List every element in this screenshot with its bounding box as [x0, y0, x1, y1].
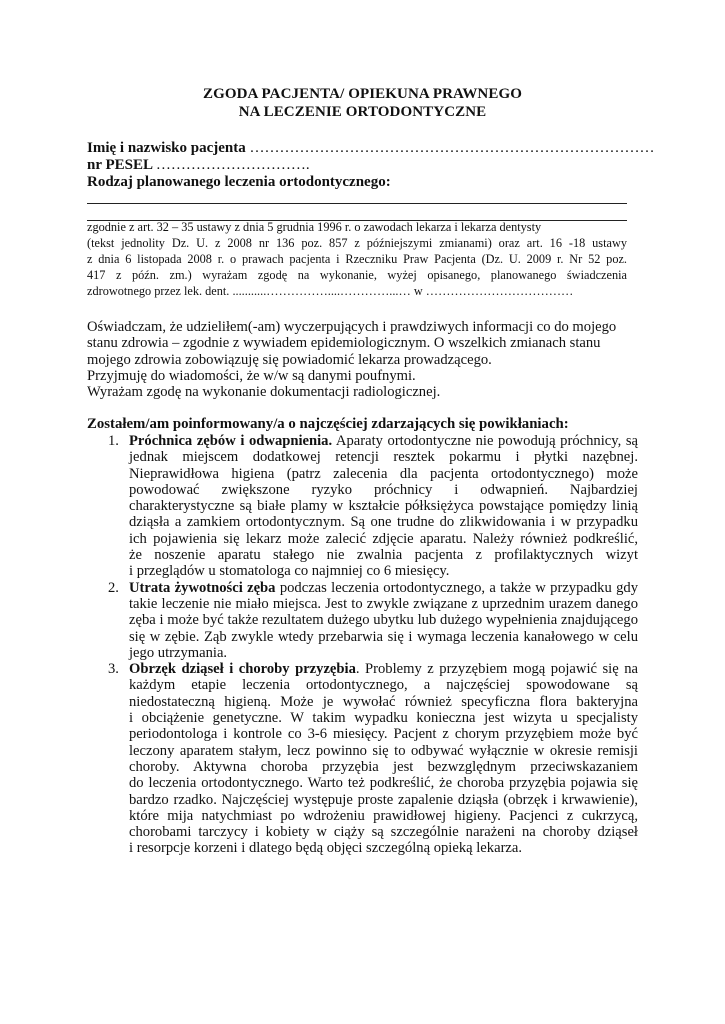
legal-line: zdrowotnego przez lek. dent. ...........……………....…………...… w ……………………………… [87, 284, 574, 299]
item-line: i przeglądów u stomatologa co najmniej co 6 miesięcy. [129, 563, 450, 580]
item-line: jego utrzymania. [129, 644, 228, 661]
item-number: 1. [108, 433, 119, 449]
item-line [129, 580, 638, 596]
item-line: się w zębie. Ząb zwykle wtedy przebarwia się i wymaga leczenia kanałowego w celu [129, 628, 638, 645]
document-title-line-2: NA LECZENIE ORTODONTYCZNE [238, 104, 487, 120]
item-line: dziąsła a zamkiem ortodontycznym. Są one trudne do zlikwidowania i w przypadku [129, 514, 638, 531]
item-line [129, 661, 638, 677]
declaration-line: Wyrażam zgodę na wykonanie dokumentacji radiologicznej. [87, 384, 441, 401]
item-line: i resorpcje korzeni i dlatego będą objęci szczególną opieką lekarza. [129, 840, 523, 857]
item-line [129, 433, 638, 449]
complications-list [87, 433, 638, 857]
item-line: jednak miejscem dodatkowej retencji resztek pokarmu i płytki nazębnej. [129, 449, 638, 466]
legal-line: (tekst jednolity Dz. U. z 2008 nr 136 poz. 857 z późniejszymi zmianami) oraz art. 16 -18 ustawy [87, 236, 627, 251]
patient-name-label: Imię i nazwisko pacjenta [87, 140, 246, 156]
item-line: które mija natychmiast po wdrożeniu prawidłowej higieny. Pacjenci z cukrzycą, [129, 807, 638, 824]
item-line: że noszenie aparatu stałego nie zwalnia pacjenta z profilaktycznych wizyt [129, 547, 638, 564]
item-line: do leczenia ortodontycznego. Warto też podkreślić, że choroba przyzębia pojawia się [129, 775, 638, 792]
legal-basis-paragraph [87, 219, 627, 299]
patient-name-field [87, 140, 655, 157]
declaration-line: stanu zdrowia – zgodnie z wywiadem epidemiologicznym. O wszelkich zmianach stanu [87, 335, 601, 352]
item-text: podczas leczenia ortodontycznego, a także w przypadku gdy [275, 579, 639, 596]
item-line: każdym etapie leczenia ortodontycznego, a najczęściej spowodowane są [129, 677, 638, 694]
item-line: ich pojawienia się lekarz może zalecić zdjęcie aparatu. Należy również podkreślić, [129, 530, 638, 547]
complication-item [87, 661, 638, 857]
item-line: i obciążenie genetyczne. W takim wypadku konieczna jest wizyta u specjalisty [129, 710, 638, 727]
item-line: leczony aparatem stałym, lecz powinno się to odbywać wyłącznie w okresie remisji [129, 742, 638, 759]
complications-heading: Zostałem/am poinformowany/a o najczęściej zdarzających się powikłaniach: [87, 416, 569, 432]
item-line: takie leczenie nie miało miejsca. Jest to zwykle związane z uprzednim urazem danego [129, 595, 638, 612]
item-title: Obrzęk dziąseł i choroby przyzębia [129, 661, 356, 678]
item-line: chorobami tarczycy i kobiety w ciąży są szczególnie narażeni na choroby dziąseł [129, 824, 638, 841]
legal-line: 417 z późn. zm.) wyrażam zgodę na wykonanie, wyżej opisanego, planowanego świadczenia [87, 268, 627, 283]
complication-item [87, 433, 638, 580]
item-title: Utrata żywotności zęba [129, 579, 276, 596]
item-number: 2. [108, 579, 119, 596]
pesel-label: nr PESEL [87, 157, 153, 173]
item-text: Aparaty ortodontyczne nie powodują próchnicy, są [332, 433, 638, 449]
item-line: bardzo rzadko. Najczęściej występuje proste zapalenie dziąsła (obrzęk i krwawienie), [129, 791, 638, 808]
patient-name-blank: ……………………………………………………………………… [249, 140, 655, 156]
item-line: choroby. Aktywna choroba przyzębia jest bezwzględnym przeciwskazaniem [129, 758, 638, 775]
item-line: periodontologa i kontrole co 3-6 miesięcy. Pacjent z chorym przyzębiem może być [129, 726, 638, 743]
item-line: powodować zwiększone ryzyko próchnicy i odwapnień. Najbardziej [129, 481, 638, 498]
declaration-line: Przyjmuję do wiadomości, że w/w są danymi poufnymi. [87, 367, 416, 384]
item-line: niedostateczną higieną. Może je wywołać również specyficzna flora bakteryjna [129, 693, 638, 710]
treatment-blank-line-1 [87, 203, 627, 204]
legal-line: zgodnie z art. 32 – 35 ustawy z dnia 5 grudnia 1996 r. o zawodach lekarza i lekarza dentysty [87, 220, 542, 234]
item-line: zęba i może być także rezultatem dużego ubytku lub dużego wypełnienia znajdującego [129, 612, 638, 629]
declaration-paragraph [87, 319, 647, 400]
declaration-line: mojego zdrowia zobowiązuję się powiadomić lekarza prowadzącego. [87, 351, 492, 368]
treatment-type-label: Rodzaj planowanego leczenia ortodontycznego: [87, 174, 391, 190]
item-line: Nieprawidłowa higiena (patrz zalecenia dla pacjenta ortodontycznego) może [129, 465, 638, 482]
legal-line: z dnia 6 listopada 2008 r. o prawach pacjenta i Rzeczniku Praw Pacjenta (Dz. U. 2009 r. Nr 52 poz. [87, 252, 627, 267]
pesel-field [87, 157, 310, 174]
item-line: charakterystyczne są białe plamy w kształcie półksiężyca powstające pomiędzy linią [129, 498, 638, 515]
declaration-line: Oświadczam, że udzieliłem(-am) wyczerpujących i prawdziwych informacji co do mojego [87, 319, 617, 335]
document-title-line-1: ZGODA PACJENTA/ OPIEKUNA PRAWNEGO [202, 86, 523, 102]
item-number: 3. [108, 661, 119, 678]
complication-item [87, 580, 638, 661]
pesel-blank: …………………………. [155, 157, 310, 173]
item-title: Próchnica zębów i odwapnienia. [129, 433, 333, 449]
item-text: . Problemy z przyzębiem mogą pojawić się na [355, 661, 638, 678]
